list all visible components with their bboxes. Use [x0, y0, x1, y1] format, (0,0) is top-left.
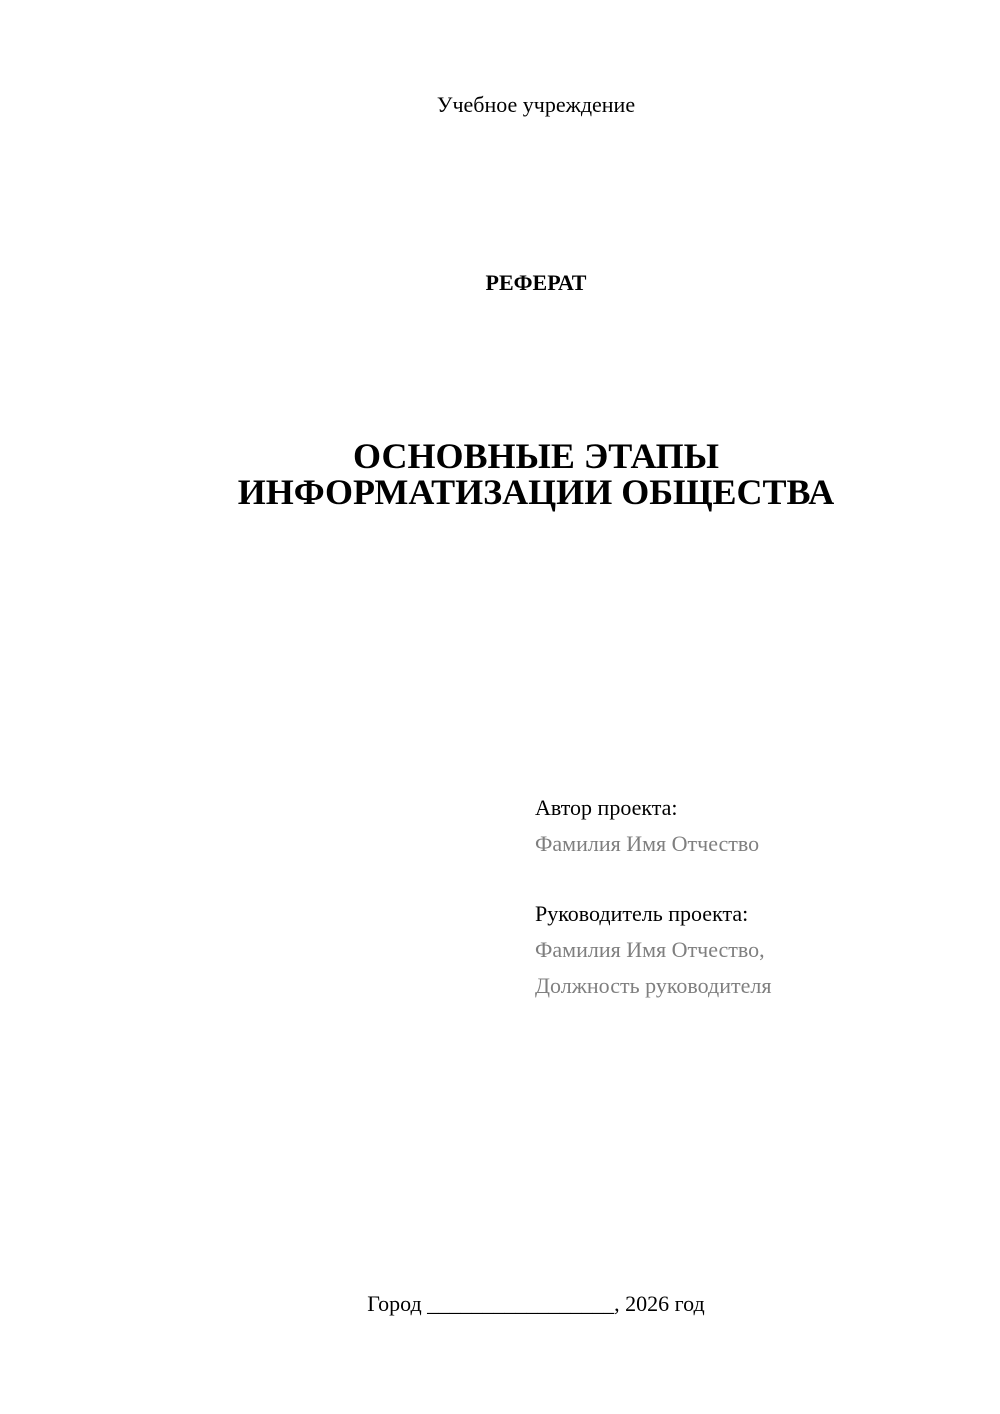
institution-name: Учебное учреждение [436, 92, 636, 117]
city-year-line: Город _________________, 2026 год [367, 1291, 705, 1316]
signature-spacer [535, 862, 771, 896]
document-title [0, 438, 1000, 510]
title-line-1: ОСНОВНЫЕ ЭТАПЫ [353, 436, 719, 476]
author-label: Автор проекта: [535, 795, 678, 820]
title-line-2: ИНФОРМАТИЗАЦИИ ОБЩЕСТВА [237, 472, 835, 512]
document-type: РЕФЕРАТ [485, 270, 587, 295]
supervisor-name: Фамилия Имя Отчество, [535, 937, 765, 962]
supervisor-position: Должность руководителя [535, 973, 772, 998]
supervisor-label: Руководитель проекта: [535, 901, 749, 926]
author-name: Фамилия Имя Отчество [535, 831, 760, 856]
signature-block [535, 790, 771, 1004]
